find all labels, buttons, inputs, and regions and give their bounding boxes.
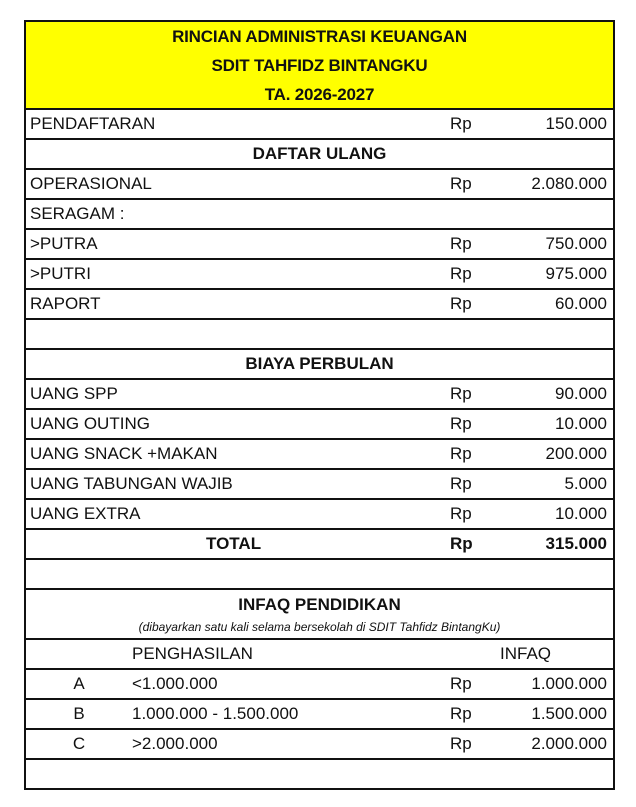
row-amount: 2.080.000 [531,174,607,193]
column-header-infaq: INFAQ [500,644,552,663]
row-currency: Rp [450,474,472,493]
row-amount: 975.000 [545,264,607,283]
infaq-letter: C [72,734,86,753]
row-amount: 10.000 [555,414,607,433]
title-line-3: TA. 2026-2027 [264,84,375,104]
row-label: UANG TABUNGAN WAJIB [30,474,233,493]
title-line-1: RINCIAN ADMINISTRASI KEUANGAN [172,26,467,46]
infaq-currency: Rp [450,674,472,693]
row-seragam [26,200,613,230]
row-snack-makan [26,440,613,470]
row-label: SERAGAM : [30,204,125,223]
fee-table [24,20,615,790]
row-raport [26,290,613,320]
row-putra [26,230,613,260]
row-label: >PUTRI [30,264,91,283]
row-extra [26,500,613,530]
infaq-row-b [26,700,613,730]
infaq-title: INFAQ PENDIDIKAN [238,595,401,614]
blank-row [26,560,613,590]
row-currency: Rp [450,414,472,433]
row-putri [26,260,613,290]
row-currency: Rp [450,114,472,133]
infaq-income: >2.000.000 [132,734,218,753]
row-currency: Rp [450,384,472,403]
infaq-row-c [26,730,613,760]
row-operasional [26,170,613,200]
infaq-amount: 2.000.000 [531,734,607,753]
blank-row [26,320,613,350]
row-tabungan-wajib [26,470,613,500]
section-biaya-perbulan: BIAYA PERBULAN [26,350,613,380]
infaq-currency: Rp [450,704,472,723]
row-amount: 10.000 [555,504,607,523]
infaq-note: (dibayarkan satu kali selama bersekolah di SDIT Tahfidz BintangKu) [138,620,501,634]
row-amount: 200.000 [545,444,607,463]
column-header-penghasilan: PENGHASILAN [132,644,253,663]
title-band [26,22,613,110]
infaq-income: 1.000.000 - 1.500.000 [132,704,299,723]
infaq-letter: B [73,704,85,723]
row-label: PENDAFTARAN [30,114,156,133]
row-label: RAPORT [30,294,101,313]
infaq-row-a [26,670,613,700]
infaq-amount: 1.000.000 [531,674,607,693]
row-total [26,530,613,560]
total-amount: 315.000 [545,534,607,553]
infaq-letter: A [73,674,85,693]
row-currency: Rp [450,234,472,253]
row-currency: Rp [450,294,472,313]
infaq-amount: 1.500.000 [531,704,607,723]
row-label: UANG SPP [30,384,118,403]
row-label: >PUTRA [30,234,98,253]
section-daftar-ulang: DAFTAR ULANG [26,140,613,170]
row-label: UANG SNACK +MAKAN [30,444,218,463]
row-spp [26,380,613,410]
row-currency: Rp [450,444,472,463]
infaq-currency: Rp [450,734,472,753]
row-amount: 90.000 [555,384,607,403]
row-label: UANG OUTING [30,414,150,433]
infaq-header [26,590,613,640]
row-currency: Rp [450,504,472,523]
total-currency: Rp [450,534,473,553]
row-outing [26,410,613,440]
row-label: UANG EXTRA [30,504,141,523]
total-label: TOTAL [206,534,262,553]
infaq-income: <1.000.000 [132,674,218,693]
row-amount: 750.000 [545,234,607,253]
row-currency: Rp [450,174,472,193]
title-line-2: SDIT TAHFIDZ BINTANGKU [211,55,428,75]
row-amount: 60.000 [555,294,607,313]
row-amount: 5.000 [564,474,607,493]
row-label: OPERASIONAL [30,174,152,193]
row-amount: 150.000 [545,114,607,133]
row-currency: Rp [450,264,472,283]
row-pendaftaran [26,110,613,140]
infaq-column-headers [26,640,613,670]
blank-row [26,760,613,788]
